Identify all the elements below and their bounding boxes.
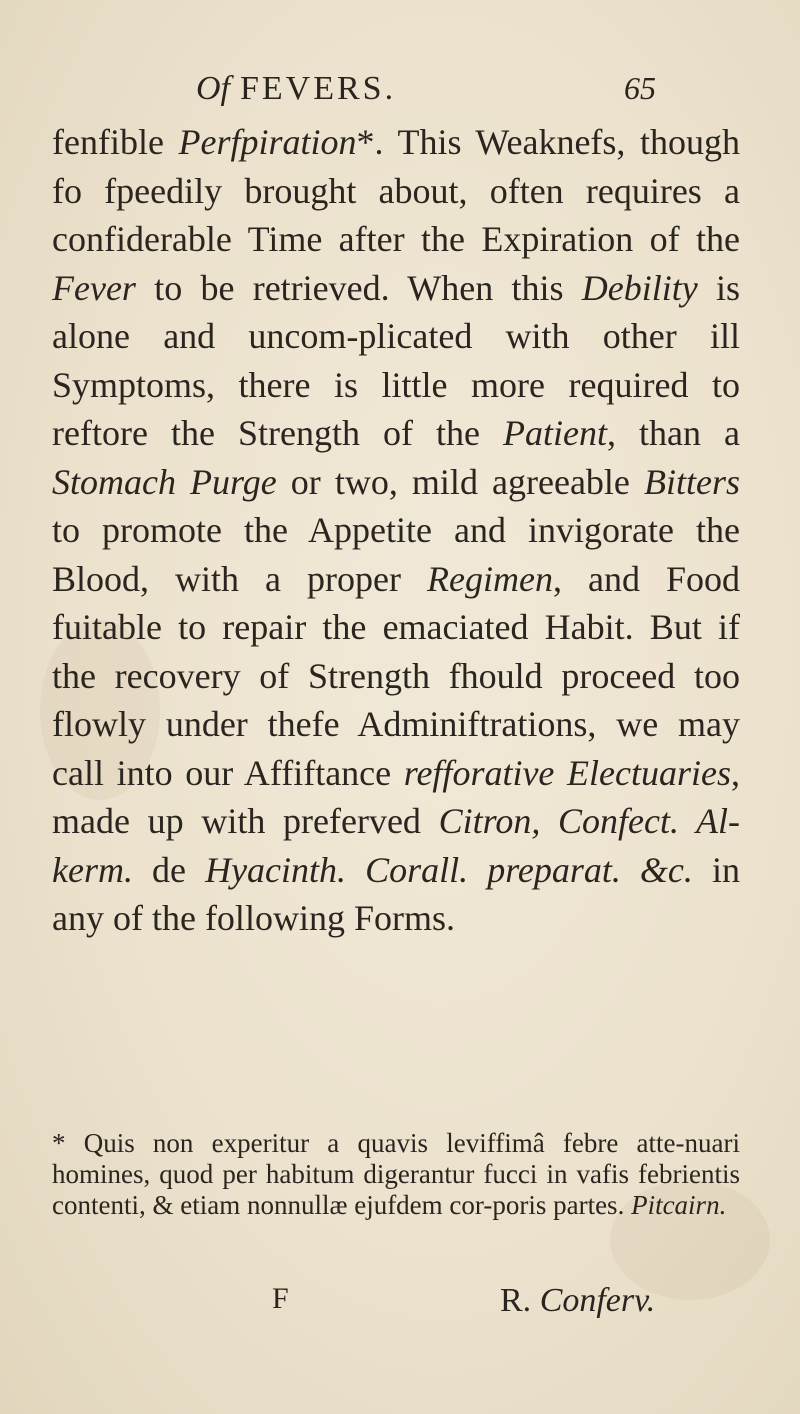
text-run: is alone and uncom-plicated with other ill Symptoms, there is little more required to reftore the Strength of the: [52, 267, 740, 453]
italic-text-run: Pitcairn.: [631, 1190, 727, 1220]
signature-mark: F: [272, 1282, 289, 1315]
main-text: [52, 118, 740, 943]
italic-text-run: Hyacinth. Corall. preparat. &c.: [205, 849, 693, 890]
italic-text-run: Debility: [581, 267, 698, 308]
page-footer: [0, 1282, 800, 1322]
text-run: , made up with preferved: [52, 752, 740, 841]
text-run: * Quis non experitur a quavis leviffimâ febre atte-nuari homines, quod per habitum digerantur fucci in vafis febrientis contenti, & etiam nonnullæ ejufdem cor-poris partes.: [52, 1128, 740, 1220]
catchword-word: Conferv.: [539, 1282, 656, 1319]
text-run: or two, mild agreeable: [276, 461, 644, 502]
page-number: 65: [624, 70, 656, 106]
text-run: , than a: [606, 413, 740, 453]
italic-text-run: Stomach Purge: [52, 461, 277, 502]
text-run: fenfible: [52, 122, 179, 162]
footnote-paragraph: [52, 1128, 740, 1221]
text-run: *. This Weaknefs, though fo fpeedily brought about, often requires a confiderable Time after the Expiration of the: [52, 122, 741, 259]
italic-text-run: Regimen: [427, 558, 553, 599]
italic-text-run: Fever: [52, 267, 136, 308]
footnote: [52, 1128, 740, 1221]
italic-text-run: Patient: [503, 413, 607, 453]
text-run: to promote the Appetite and invigorate the Blood, with a proper: [52, 510, 740, 599]
running-title-of: Of: [196, 70, 230, 107]
running-title-main: FEVERS.: [240, 70, 397, 107]
text-run: , and Food fuitable to repair the emaciated Habit. But if the recovery of Strength fhould proceed too flowly under thefe Adminiftrations, we may call into our Affiftance: [52, 558, 740, 793]
italic-text-run: Citron, Confect. Al-kerm.: [52, 801, 740, 890]
italic-text-run: Perfpiration: [178, 122, 357, 162]
page-header: [196, 70, 656, 110]
italic-text-run: Bitters: [643, 461, 740, 502]
running-title: [196, 70, 396, 108]
text-run: de: [132, 849, 206, 890]
text-run: in any of the following Forms.: [52, 849, 740, 938]
body-paragraph: [52, 118, 740, 943]
text-run: to be retrieved. When this: [135, 267, 582, 308]
italic-text-run: refforative Electuaries: [403, 752, 731, 793]
catchword-abbrev: R.: [500, 1282, 532, 1319]
catchword: [500, 1282, 655, 1320]
